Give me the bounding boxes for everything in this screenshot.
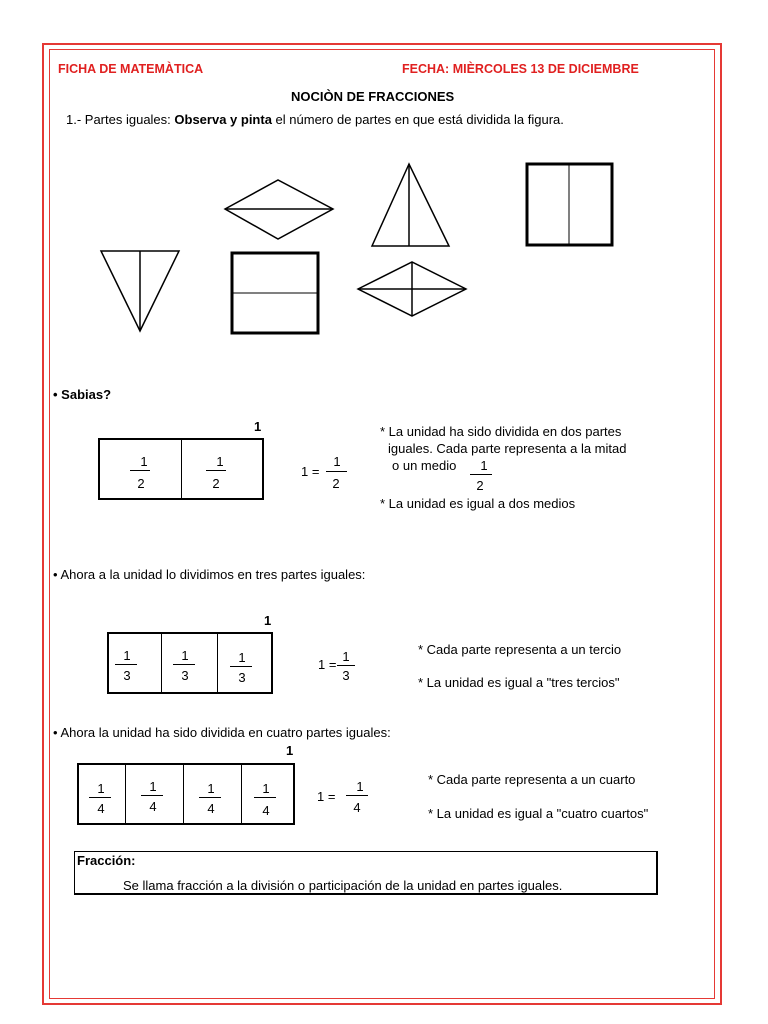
sabias-unit-label: 1 [254, 419, 262, 434]
fraction-denominator: 4 [207, 801, 215, 816]
fraction-numerator: 1 [181, 648, 189, 663]
sabias-note-1: * La unidad ha sido dividida en dos partes [380, 424, 622, 439]
page-title: NOCIÒN DE FRACCIONES [291, 89, 455, 104]
quarters-bar [77, 763, 295, 825]
quarters-heading-text: Ahora la unidad ha sido dividida en cuatro partes iguales: [60, 725, 391, 740]
quarters-heading: • Ahora la unidad ha sido dividida en cuatro partes iguales: [53, 725, 391, 740]
medio-bar [470, 474, 492, 475]
medio-numerator: 1 [480, 458, 488, 473]
fraction-denominator: 2 [212, 476, 220, 491]
triangle-down-split [101, 251, 179, 331]
fraction-bar [173, 664, 195, 665]
thirds-cell [218, 634, 271, 692]
thirds-note-1: * Cada parte representa a un tercio [418, 642, 622, 657]
fraction-numerator: 1 [140, 454, 148, 469]
halves-cell [100, 440, 181, 498]
thirds-bar [107, 632, 273, 694]
fraction-bar [206, 470, 226, 471]
fraction-numerator: 1 [207, 781, 215, 796]
instruction-suffix: el número de partes en que está dividida la figura. [271, 112, 564, 127]
fraction-numerator: 1 [262, 781, 270, 796]
halves-equation-bar [326, 471, 347, 472]
square-vertical-split [527, 164, 612, 245]
instruction-bold: Observa y pinta [174, 112, 272, 127]
fraction-bar [89, 797, 111, 798]
worksheet-date: FECHA: MIÈRCOLES 13 DE DICIEMBRE [402, 62, 639, 76]
definition-text: Se llama fracción a la división o participación de la unidad en partes iguales. [123, 878, 563, 893]
fraction-numerator: 1 [123, 648, 131, 663]
fraction-bar [141, 795, 163, 796]
fraction-numerator: 1 [216, 454, 224, 469]
thirds-equation-lhs: 1 = [318, 657, 337, 672]
halves-equation-numerator: 1 [333, 454, 341, 469]
quarters-note-1: * Cada parte representa a un cuarto [428, 772, 636, 787]
halves-equation-lhs: 1 = [301, 464, 320, 479]
quarters-equation-lhs: 1 = [317, 789, 336, 804]
sabias-note-2: iguales. Cada parte representa a la mitad [388, 441, 627, 456]
fraction-denominator: 2 [137, 476, 145, 491]
fraction-numerator: 1 [97, 781, 105, 796]
thirds-note-2: * La unidad es igual a "tres tercios" [418, 675, 620, 690]
quarters-cell [79, 765, 125, 823]
thirds-equation-denominator: 3 [342, 668, 350, 683]
thirds-equation-numerator: 1 [342, 649, 350, 664]
definition-box [74, 851, 658, 895]
thirds-equation-bar [337, 665, 355, 666]
sabias-heading: • Sabias? [53, 387, 112, 402]
thirds-unit-label: 1 [264, 613, 272, 628]
sabias-note-4: * La unidad es igual a dos medios [380, 496, 576, 511]
fraction-bar [115, 664, 137, 665]
instruction-prefix: 1.- Partes iguales: [66, 112, 175, 127]
quarters-equation-denominator: 4 [353, 800, 361, 815]
medio-denominator: 2 [476, 478, 484, 493]
thirds-cell [162, 634, 217, 692]
fraction-denominator: 4 [149, 799, 157, 814]
halves-equation-denominator: 2 [332, 476, 340, 491]
rhombus-horizontal-split [225, 180, 333, 239]
fraction-denominator: 3 [123, 668, 131, 683]
fraction-denominator: 3 [181, 668, 189, 683]
fraction-bar [199, 797, 221, 798]
fraction-bar [130, 470, 150, 471]
quarters-unit-label: 1 [286, 743, 294, 758]
fraction-denominator: 3 [238, 670, 246, 685]
fraction-denominator: 4 [97, 801, 105, 816]
sabias-note-3: o un medio [392, 458, 457, 473]
sabias-heading-text: Sabias? [61, 387, 112, 402]
fraction-numerator: 1 [238, 650, 246, 665]
worksheet-title: FICHA DE MATEMÀTICA [58, 62, 204, 76]
quarters-cell [184, 765, 241, 823]
quarters-equation-bar [346, 795, 368, 796]
thirds-heading: • Ahora a la unidad lo dividimos en tres partes iguales: [53, 567, 366, 582]
quarters-equation-numerator: 1 [356, 779, 364, 794]
fraction-numerator: 1 [149, 779, 157, 794]
quarters-cell [126, 765, 183, 823]
rhombus-quartered [358, 262, 466, 316]
fraction-bar [230, 666, 252, 667]
definition-heading: Fracción: [77, 853, 136, 868]
quarters-cell [242, 765, 293, 823]
square-horizontal-split [232, 253, 318, 333]
triangle-up-split [372, 164, 449, 246]
fraction-denominator: 4 [262, 803, 270, 818]
thirds-cell [109, 634, 161, 692]
thirds-heading-text: Ahora a la unidad lo dividimos en tres partes iguales: [60, 567, 366, 582]
quarters-note-2: * La unidad es igual a "cuatro cuartos" [428, 806, 649, 821]
fraction-bar [254, 797, 276, 798]
halves-cell [182, 440, 264, 498]
halves-bar [98, 438, 264, 500]
